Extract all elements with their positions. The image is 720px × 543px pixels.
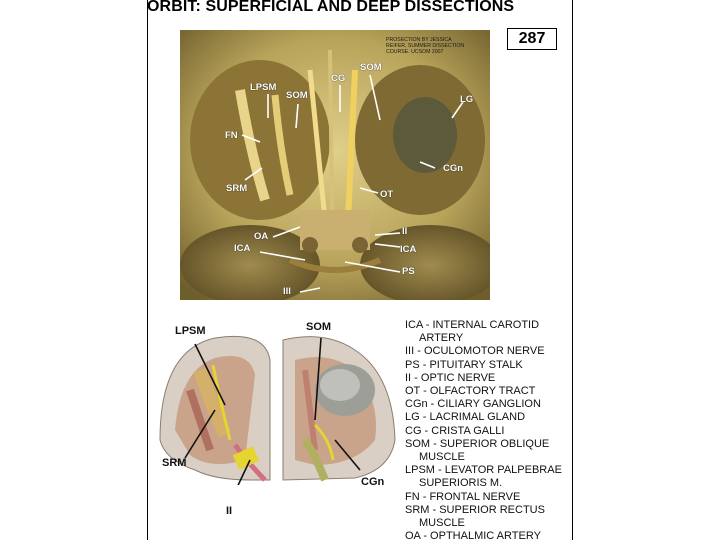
abbreviation-legend — [405, 319, 580, 543]
photo-label-ps: PS — [402, 266, 415, 277]
legend-entry: ICA - INTERNAL CAROTID — [405, 319, 540, 331]
drawing-label-cgn: CGn — [361, 476, 385, 488]
right-orbit-drawing — [283, 337, 395, 480]
legend-entry: SRM - SUPERIOR RECTUS — [405, 503, 545, 516]
drawing-label-srm: SRM — [162, 457, 187, 469]
photo-label-cgn: CGn — [443, 163, 464, 174]
legend-entry: CG - CRISTA GALLI — [405, 424, 505, 437]
photo-label-fn: FN — [225, 130, 238, 141]
legend-entry: LPSM - LEVATOR PALPEBRAE — [405, 464, 562, 477]
legend-entry: LG - LACRIMAL GLAND — [405, 411, 526, 424]
drawing-label-lpsm: LPSM — [175, 325, 206, 337]
photo-label-oa: OA — [254, 231, 269, 242]
legend-entry: CGn - CILIARY GANGLION — [405, 398, 541, 411]
legend-entry-continuation: SUPERIORIS M. — [419, 477, 503, 490]
photo-label-srm: SRM — [226, 183, 248, 194]
photo-label-ica-right: ICA — [400, 244, 417, 255]
photo-label-som-left: SOM — [286, 90, 308, 101]
photo-label-lpsm: LPSM — [250, 82, 277, 93]
legend-entry: III - OCULOMOTOR NERVE — [405, 345, 545, 358]
legend-entry: OT - OLFACTORY TRACT — [405, 385, 536, 398]
page-number: 287 — [507, 28, 557, 50]
photo-label-ii: II — [402, 226, 408, 237]
photo-label-lg: LG — [460, 94, 474, 105]
photo-label-cg: CG — [331, 73, 346, 84]
legend-entry-continuation: MUSCLE — [419, 451, 465, 464]
legend-entry: PS - PITUITARY STALK — [405, 358, 523, 371]
legend-entry-continuation: MUSCLE — [419, 517, 465, 530]
legend-entry: OA - OPTHALMIC ARTERY — [405, 530, 541, 543]
orbit-drawings — [155, 330, 400, 485]
legend-entry: II - OPTIC NERVE — [405, 371, 496, 384]
photo-label-iii: III — [283, 286, 291, 297]
photo-label-som-right: SOM — [360, 62, 382, 73]
photo-label-ot: OT — [380, 189, 394, 200]
drawing-label-ii: II — [226, 505, 233, 517]
drawing-label-som: SOM — [306, 321, 332, 333]
photo-label-ica-left: ICA — [234, 243, 251, 254]
legend-entry-continuation: ARTERY — [419, 332, 464, 345]
legend-entry: SOM - SUPERIOR OBLIQUE — [405, 437, 550, 450]
legend-entry: FN - FRONTAL NERVE — [405, 490, 521, 503]
prosection-credit: PROSECTION BY JESSICA REIFER, SUMMER DISSECTION COURSE. UCSOM 2007 — [386, 37, 465, 55]
page-title: ORBIT: SUPERFICIAL AND DEEP DISSECTIONS — [147, 0, 515, 15]
